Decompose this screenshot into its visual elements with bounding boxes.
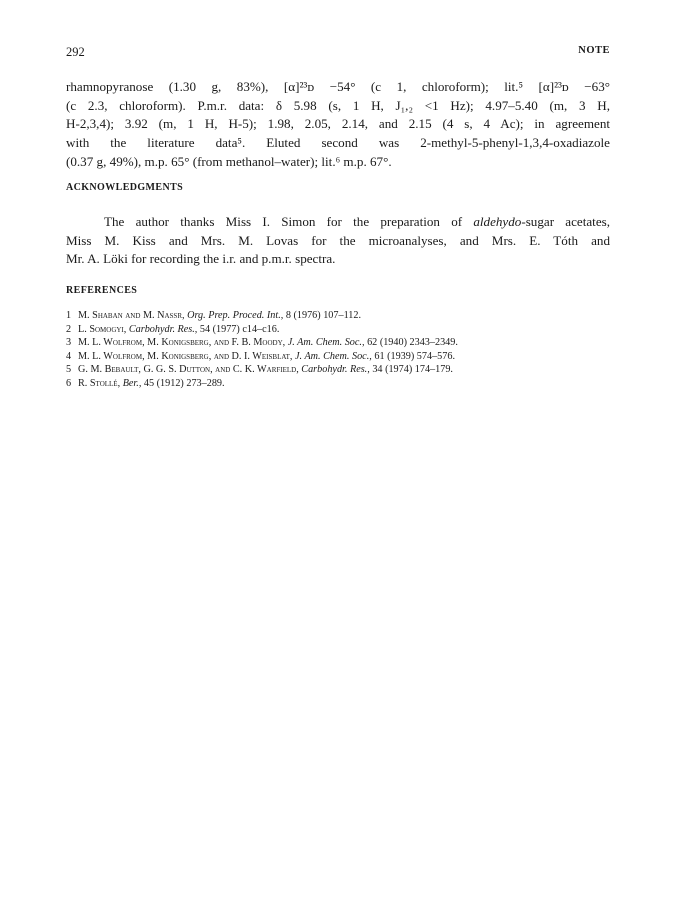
page-header	[66, 45, 610, 61]
acknowledgments-paragraph	[66, 213, 610, 269]
reference-list	[66, 309, 626, 391]
reference-authors: G. M. Bebault, G. G. S. Dutton, and C. K. Warfield,	[78, 364, 299, 376]
reference-details: 45 (1912) 273–289.	[143, 377, 225, 389]
body-line: with the literature data⁵. Eluted second was 2-methyl-5-phenyl-1,3,4-oxadiazole	[66, 135, 610, 151]
ack-italic-term: aldehydo	[473, 214, 522, 229]
acknowledgments-line	[66, 213, 610, 232]
reference-details: 54 (1977) c14–c16.	[199, 323, 280, 335]
reference-authors: L. Somogyi,	[78, 323, 127, 335]
reference-number: 1	[66, 310, 72, 321]
reference-number: 2	[66, 323, 72, 335]
reference-number: 6	[66, 377, 72, 389]
ack-text: -sugar acetates,	[521, 214, 610, 229]
reference-authors: R. Stollé,	[78, 377, 121, 389]
reference-number: 4	[66, 350, 72, 362]
running-head: NOTE	[578, 45, 610, 56]
reference-item	[66, 350, 626, 364]
reference-item	[66, 323, 626, 337]
reference-authors: M. Shaban and M. Nassr,	[78, 310, 185, 321]
reference-journal: Ber.,	[122, 377, 142, 389]
reference-number: 3	[66, 337, 72, 349]
body-line: H-2,3,4); 3.92 (m, 1 H, H-5); 1.98, 2.05, 2.14, and 2.15 (4 s, 4 Ac); in agreement	[66, 116, 610, 132]
reference-journal: Carbohydr. Res.,	[128, 323, 198, 335]
reference-journal: J. Am. Chem. Soc.,	[295, 350, 372, 362]
body-line: rhamnopyranose (1.30 g, 83%), [α]²³ᴅ −54° (c 1, chloroform); lit.⁵ [α]²³ᴅ −63°	[66, 79, 610, 94]
reference-authors: M. L. Wolfrom, M. Konigsberg, and D. I. Weisblat,	[78, 350, 293, 362]
ack-text: The author thanks Miss I. Simon for the preparation of	[104, 214, 474, 229]
reference-item	[66, 309, 626, 323]
reference-details: 62 (1940) 2343–2349.	[367, 337, 458, 349]
references-heading: REFERENCES	[66, 285, 138, 296]
body-paragraph	[66, 78, 610, 172]
reference-item	[66, 363, 626, 377]
reference-journal: J. Am. Chem. Soc.,	[287, 337, 365, 349]
acknowledgments-heading: ACKNOWLEDGMENTS	[66, 182, 184, 193]
reference-item	[66, 336, 626, 350]
reference-details: 8 (1976) 107–112.	[285, 310, 362, 321]
page-number: 292	[66, 45, 85, 59]
acknowledgments-line: Miss M. Kiss and Mrs. M. Lovas for the microanalyses, and Mrs. E. Tóth and	[66, 232, 610, 248]
body-line: (c 2.3, chloroform). P.m.r. data: δ 5.98 (s, 1 H, J₁,₂ <1 Hz); 4.97–5.40 (m, 3 H,	[66, 97, 610, 113]
reference-number: 5	[66, 364, 72, 376]
reference-authors: M. L. Wolfrom, M. Konigsberg, and F. B. Moody,	[78, 337, 286, 349]
reference-details: 61 (1939) 574–576.	[374, 350, 455, 362]
reference-item	[66, 377, 626, 391]
reference-journal: Carbohydr. Res.,	[301, 364, 370, 376]
reference-details: 34 (1974) 174–179.	[372, 364, 453, 376]
acknowledgments-line: Mr. A. Löki for recording the i.r. and p.m.r. spectra.	[66, 251, 336, 267]
body-line: (0.37 g, 49%), m.p. 65° (from methanol–water); lit.⁶ m.p. 67°.	[66, 153, 392, 169]
reference-journal: Org. Prep. Proced. Int.,	[187, 310, 284, 321]
